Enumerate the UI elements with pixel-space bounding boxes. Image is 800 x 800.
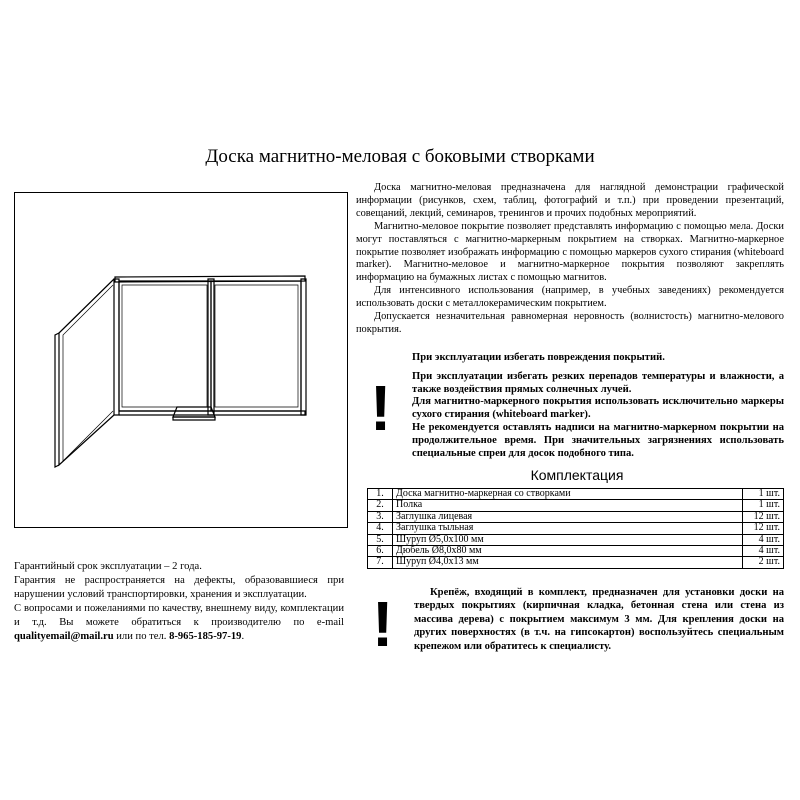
kit-row [368, 546, 784, 557]
kit-row [368, 500, 784, 511]
kit-row-qty: 1 шт. [743, 500, 784, 511]
kit-row [368, 557, 784, 568]
kit-row-qty: 4 шт. [743, 546, 784, 557]
kit-row-item: Заглушка лицевая [393, 511, 743, 522]
guarantee-line: Гарантийный срок эксплуатации – 2 года. [14, 561, 202, 572]
warning-paragraph: При эксплуатации избегать резких перепадов температуры и влажности, а также воздействия прямых солнечных лучей. [412, 370, 784, 395]
kit-row-item: Заглушка тыльная [393, 523, 743, 534]
email-text: qualityemail@mail.ru [14, 631, 114, 642]
kit-row-qty: 12 шт. [743, 511, 784, 522]
description-paragraph: Допускается незначительная равномерная неровность (волнистость) магнитно-мелового покрытия. [356, 311, 784, 335]
description-paragraph: Для интенсивного использования (например, в учебных заведениях) рекомендуется использовать доски с металлокерамическим покрытием. [356, 285, 784, 310]
board-drawing [15, 193, 349, 529]
exclamation-icon: ! [372, 588, 394, 660]
warning-heading: При эксплуатации избегать повреждения покрытий. [412, 352, 665, 363]
kit-row [368, 489, 784, 500]
description-paragraph: Доска магнитно-меловая предназначена для наглядной демонстрации графической информации (рисунков, схем, таблиц, фотографий и т.п.) при проведении презентаций, совещаний, лекций, семинаров, тренингов и прочих подобных мероприятий. [356, 182, 784, 219]
kit-row-item: Шуруп Ø4,0х13 мм [393, 557, 743, 568]
kit-row-qty: 4 шт. [743, 534, 784, 545]
kit-row-number: 7. [368, 557, 393, 568]
guarantee-block [14, 560, 344, 644]
page-title: Доска магнитно-меловая с боковыми створками [205, 146, 595, 167]
kit-row [368, 523, 784, 534]
kit-row-number: 6. [368, 546, 393, 557]
description [356, 182, 784, 337]
kit-row-number: 5. [368, 534, 393, 545]
contact-text: С вопросами и пожеланиями по качеству, внешнему виду, комплектации и т.д. Вы можете обратиться к производителю по e-mail [14, 603, 344, 628]
kit-title: Комплектация [530, 467, 624, 483]
kit-row-item: Дюбель Ø8,0х80 мм [393, 546, 743, 557]
kit-table [367, 488, 784, 569]
guarantee-line: Гарантия не распространяется на дефекты, образовавшиеся при нарушении условий транспортировки, хранения и эксплуатации. [14, 575, 344, 600]
exclamation-icon: ! [370, 372, 392, 444]
board-illustration [14, 192, 348, 528]
warning-paragraph: Для магнитно-маркерного покрытия использовать исключительно маркеры сухого стирания (whiteboard marker). [412, 396, 784, 421]
mount-text: Крепёж, входящий в комплект, предназначен для установки доски на твердых покрытиях (кирпичная кладка, бетонная стена или стена из массива дерева) с покрытием максимум 3 мм. Для крепления доски на других поверхностях (в т.ч. на гипсокартон) воспользуйтесь специальным крепежом или обратитесь к специалисту. [414, 587, 784, 652]
mount-note [414, 586, 784, 653]
kit-row-number: 4. [368, 523, 393, 534]
kit-row-number: 3. [368, 511, 393, 522]
phone-text: 8-965-185-97-19 [169, 631, 242, 642]
kit-row-item: Доска магнитно-маркерная со створками [393, 489, 743, 500]
kit-row-qty: 1 шт. [743, 489, 784, 500]
kit-row [368, 534, 784, 545]
kit-row-qty: 2 шт. [743, 557, 784, 568]
kit-row-number: 1. [368, 489, 393, 500]
guarantee-contact [14, 602, 344, 644]
warning-paragraph: Не рекомендуется оставлять надписи на магнитно-маркерном покрытии на продолжительное время. При значительных загрязнениях использовать специальные спреи для досок подобного типа. [412, 421, 784, 459]
contact-text: или по тел. [113, 631, 170, 642]
warning-block [412, 352, 784, 460]
kit-row-qty: 12 шт. [743, 523, 784, 534]
description-paragraph: Магнитно-меловое покрытие позволяет представлять информацию с помощью мела. Доски могут поставляться с магнитно-маркерным покрытием на створках. Магнитно-маркерное покрытие позволяет изображать информацию с помощью маркеров сухого стирания (whiteboard marker). Магнитно-меловое и магнитно-маркерное покрытия позволяют закреплять информацию на бумажных листах с помощью магнитов. [356, 220, 784, 284]
kit-row-number: 2. [368, 500, 393, 511]
contact-text: . [241, 631, 245, 642]
kit-row-item: Шуруп Ø5,0х100 мм [393, 534, 743, 545]
kit-row [368, 511, 784, 522]
kit-row-item: Полка [393, 500, 743, 511]
